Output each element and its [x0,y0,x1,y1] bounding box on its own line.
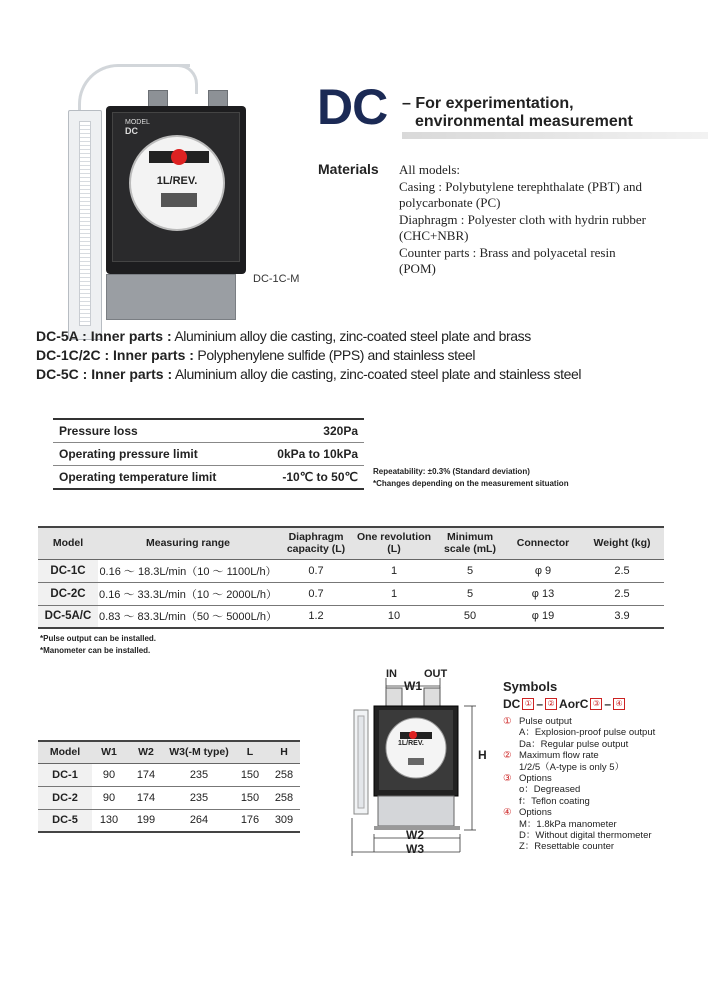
list-item: f：Teflon coating [519,795,590,807]
models-table: Model Measuring range Diaphragm capacity (L) One revolution (L) Minimum scale (mL) Connector Weight (kg) DC-1C 0.16 ～ 18.3L/min（10 ～ 1100L/h） 0.7 1 5 φ 9 2.5 DC-2C 0.16 ～ 33.3L/min（10 ～ 2000L/h） 0.7 1 5 φ 13 2.5 DC-5A/C 0.83 ～ 83.3L/min（50 ～ 5000L/h） 1.2 10 50 φ 19 3.9 [38,526,664,629]
table-row: DC-5A/C 0.83 ～ 83.3L/min（50 ～ 5000L/h） 1.2 10 50 φ 19 3.9 [38,605,664,628]
inner-parts-line: DC-5A : Inner parts : Aluminium alloy die casting, zinc-coated steel plate and brass [36,328,531,344]
label-w1: W1 [404,679,422,693]
label-w3: W3 [406,842,424,856]
symbols-title: Symbols [503,679,558,694]
list-item: o：Degreased [519,784,581,796]
page-subtitle: – For experimentation, environmental measurement [402,95,633,130]
materials-label: Materials [318,161,379,177]
table-row: Pressure loss 320Pa [53,419,364,443]
manometer-tube [68,110,102,340]
meter-base [106,274,236,320]
label-h: H [478,748,487,762]
materials-text: All models: Casing : Polybutylene terephthalate (PBT) and polycarbonate (PC) Diaphragm : Polyester cloth with hydrin rubber (CHC+NBR) Counter parts : Brass and polyacetal resin (POM) [399,162,646,276]
symbols-code: DC ① – ② AorC ③ – ④ [503,697,625,711]
table-row: DC-5 130 199 264 176 309 [38,809,300,832]
label-in: IN [386,668,397,680]
list-item: ② Maximum flow rate [503,750,599,762]
meter-body [106,106,246,274]
list-item: M：1.8kPa manometer [519,818,617,830]
list-item: Da：Regular pulse output [519,738,629,750]
inner-parts-line: DC-1C/2C : Inner parts : Polyphenylene sulfide (PPS) and stainless steel [36,347,476,363]
inner-parts-list [36,327,696,384]
list-item: A：Explosion-proof pulse output [519,727,656,739]
table-row: DC-1C 0.16 ～ 18.3L/min（10 ～ 1100L/h） 0.7 1 5 φ 9 2.5 [38,559,664,582]
symbols-list [503,716,703,853]
table-row: DC-2C 0.16 ～ 33.3L/min（10 ～ 2000L/h） 0.7 1 5 φ 13 2.5 [38,582,664,605]
title-underline [402,132,708,139]
spec-table [53,418,364,490]
list-item: 1/2/5（A-type is only 5） [519,761,625,773]
model-label: MODEL DC [125,119,150,136]
diagram-dial-text: 1L/REV. [398,740,424,747]
page-title: DC [317,79,388,135]
product-photo [58,60,248,320]
list-item: ④ Options [503,807,552,819]
model-notes: *Pulse output can be installed. *Manometer can be installed. [40,634,157,655]
inner-parts-line: DC-5C : Inner parts : Aluminium alloy die casting, zinc-coated steel plate and stainless steel [36,366,582,382]
dial-text: 1L/REV. [156,175,198,187]
label-out: OUT [424,668,448,680]
list-item: D：Without digital thermometer [519,830,652,842]
spec-notes: Repeatability: ±0.3% (Standard deviation) *Changes depending on the measurement situation [373,467,569,488]
table-row: Operating temperature limit -10℃ to 50℃ [53,466,364,490]
label-w2: W2 [406,828,424,842]
list-item: ① Pulse output [503,716,572,727]
list-item: Z：Resettable counter [519,841,615,853]
table-row: DC-1 90 174 235 150 258 [38,763,300,786]
table-row: Operating pressure limit 0kPa to 10kPa [53,443,364,466]
list-item: ③ Options [503,773,552,785]
meter-dial [129,135,225,231]
dimension-diagram [348,668,498,858]
photo-caption: DC-1C-M [253,273,300,285]
dimensions-table: Model W1 W2 W3(-M type) L H DC-1 90 174 235 150 258 DC-2 90 174 235 150 258 DC-5 130 199 264 176 309 [38,740,300,833]
table-row: DC-2 90 174 235 150 258 [38,786,300,809]
